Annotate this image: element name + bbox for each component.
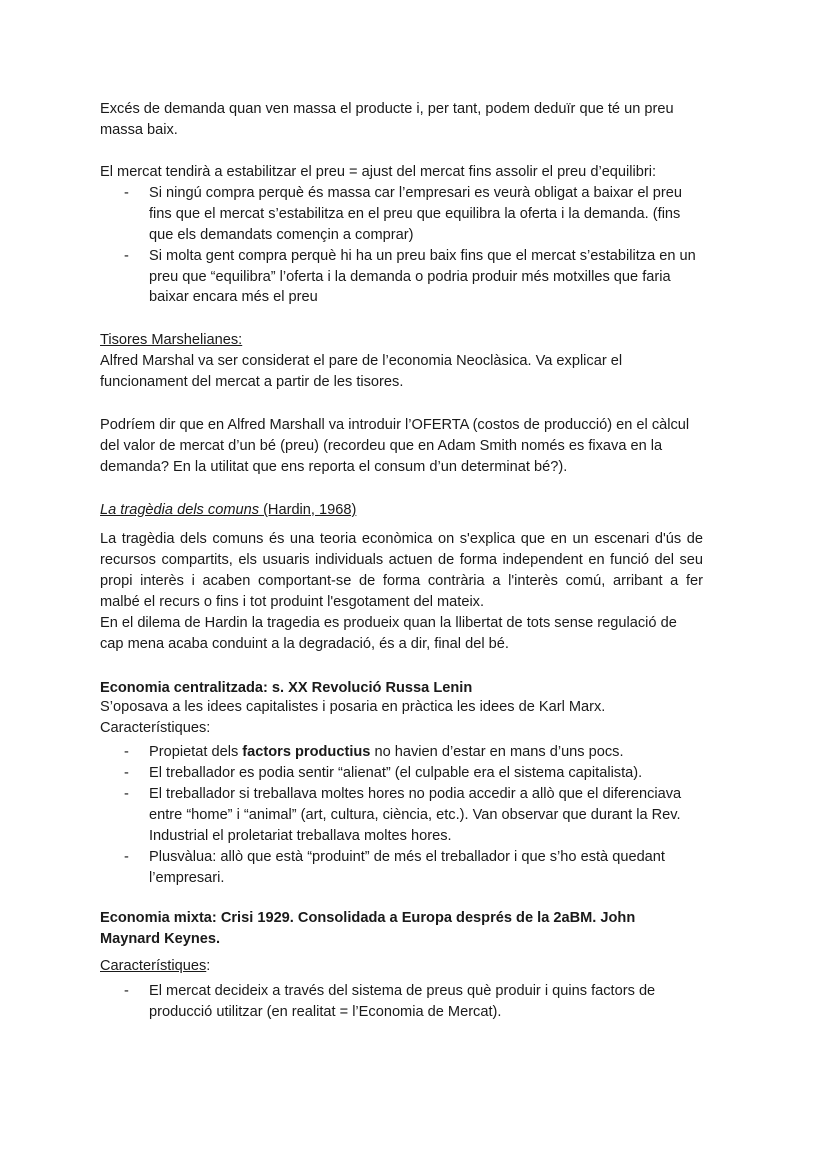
bullet-marker: - (124, 765, 129, 781)
subheading-caracteristiques (100, 956, 210, 976)
bullet-marker: - (124, 744, 129, 760)
paragraph-line: S’oposava a les idees capitalistes i posaria en pràctica les idees de Karl Marx. (100, 699, 606, 715)
text-run: Propietat dels (149, 744, 243, 760)
paragraph-line: propi interès i acaben comportant-se de forma contrària a l'interès comú, arribant a fer (100, 573, 703, 589)
paragraph-line: El mercat tendirà a estabilitzar el preu = ajust del mercat fins assolir el preu d’equilibri: (100, 164, 657, 180)
paragraph-line: La tragèdia dels comuns és una teoria econòmica on s'explica que en un escenari d'ús de (100, 531, 703, 547)
section-heading-mixta-cont: Maynard Keynes. (100, 931, 221, 947)
bullet-line: entre “home” i “animal” (art, cultura, ciència, etc.). Van observar que durant la Rev. (149, 807, 681, 823)
subheading-label: Característiques (100, 958, 207, 974)
paragraph-line: del valor de mercat d’un bé (preu) (recordeu que en Adam Smith només es fixava en la (100, 438, 663, 454)
paragraph-line: Podríem dir que en Alfred Marshall va introduir l’OFERTA (costos de producció) en el càlcul (100, 417, 690, 433)
paragraph-line: cap mena acaba conduint a la degradació, és a dir, final del bé. (100, 636, 509, 652)
bullet-line: que els demandats començin a comprar) (149, 227, 414, 243)
paragraph-line: Característiques: (100, 720, 211, 736)
section-heading-mixta: Economia mixta: Crisi 1929. Consolidada a Europa després de la 2aBM. John (100, 910, 636, 926)
bullet-line: fins que el mercat s’estabilitza en el preu que equilibra la oferta i la demanda. (fins (149, 206, 681, 222)
heading-reference: (Hardin, 1968) (259, 502, 357, 518)
bullet-line: Industrial el proletariat treballava moltes hores. (149, 828, 452, 844)
paragraph-line: demanda? En la utilitat que ens reporta el consum d’un determinat bé?). (100, 459, 568, 475)
section-heading-centralitzada: Economia centralitzada: s. XX Revolució Russa Lenin (100, 680, 473, 696)
paragraph-line: Alfred Marshal va ser considerat el pare de l’economia Neoclàsica. Va explicar el (100, 353, 623, 369)
bullet-line: El treballador si treballava moltes hores no podia accedir a allò que el diferenciava (149, 786, 682, 802)
text-run: no havien d’estar en mans d’uns pocs. (370, 744, 624, 760)
bullet-marker: - (124, 185, 129, 201)
heading-title: La tragèdia dels comuns (100, 502, 260, 518)
paragraph-line: En el dilema de Hardin la tragedia es produeix quan la llibertat de tots sense regulació de (100, 615, 677, 631)
bullet-line: l’empresari. (149, 870, 225, 886)
subheading-colon: : (206, 958, 211, 974)
paragraph-line: malbé el recurs o fins i tot produint l'esgotament del mateix. (100, 594, 485, 610)
paragraph-line: funcionament del mercat a partir de les tisores. (100, 374, 404, 390)
bullet-line: El mercat decideix a través del sistema de preus què produir i quins factors de (149, 983, 656, 999)
bullet-line: preu que “equilibra” l’oferta i la demanda o podria produir més motxilles que faria (149, 269, 671, 285)
bullet-marker: - (124, 849, 129, 865)
paragraph-line: recursos compartits, els usuaris individuals actuen de forma independent en funció del seu (100, 552, 703, 568)
bullet-marker: - (124, 983, 129, 999)
bullet-marker: - (124, 248, 129, 264)
paragraph-line: massa baix. (100, 122, 178, 138)
bullet-line: Si molta gent compra perquè hi ha un preu baix fins que el mercat s’estabilitza en un (149, 248, 696, 264)
section-heading-tisores: Tisores Marshelianes: (100, 332, 243, 348)
bullet-line: El treballador es podia sentir “alienat” (el culpable era el sistema capitalista). (149, 765, 643, 781)
section-heading-tragedia (100, 500, 356, 520)
bullet-line: producció utilitzar (en realitat = l’Economia de Mercat). (149, 1004, 502, 1020)
bullet-line: Si ningú compra perquè és massa car l’empresari es veurà obligat a baixar el preu (149, 185, 682, 201)
paragraph-line: Excés de demanda quan ven massa el producte i, per tant, podem deduïr que té un preu (100, 101, 674, 117)
bullet-marker: - (124, 786, 129, 802)
bullet-line (149, 742, 624, 762)
bullet-line: Plusvàlua: allò que està “produint” de més el treballador i que s’ho està quedant (149, 849, 665, 865)
bullet-line: baixar encara més el preu (149, 289, 318, 305)
bold-text-run: factors productius (242, 744, 371, 760)
